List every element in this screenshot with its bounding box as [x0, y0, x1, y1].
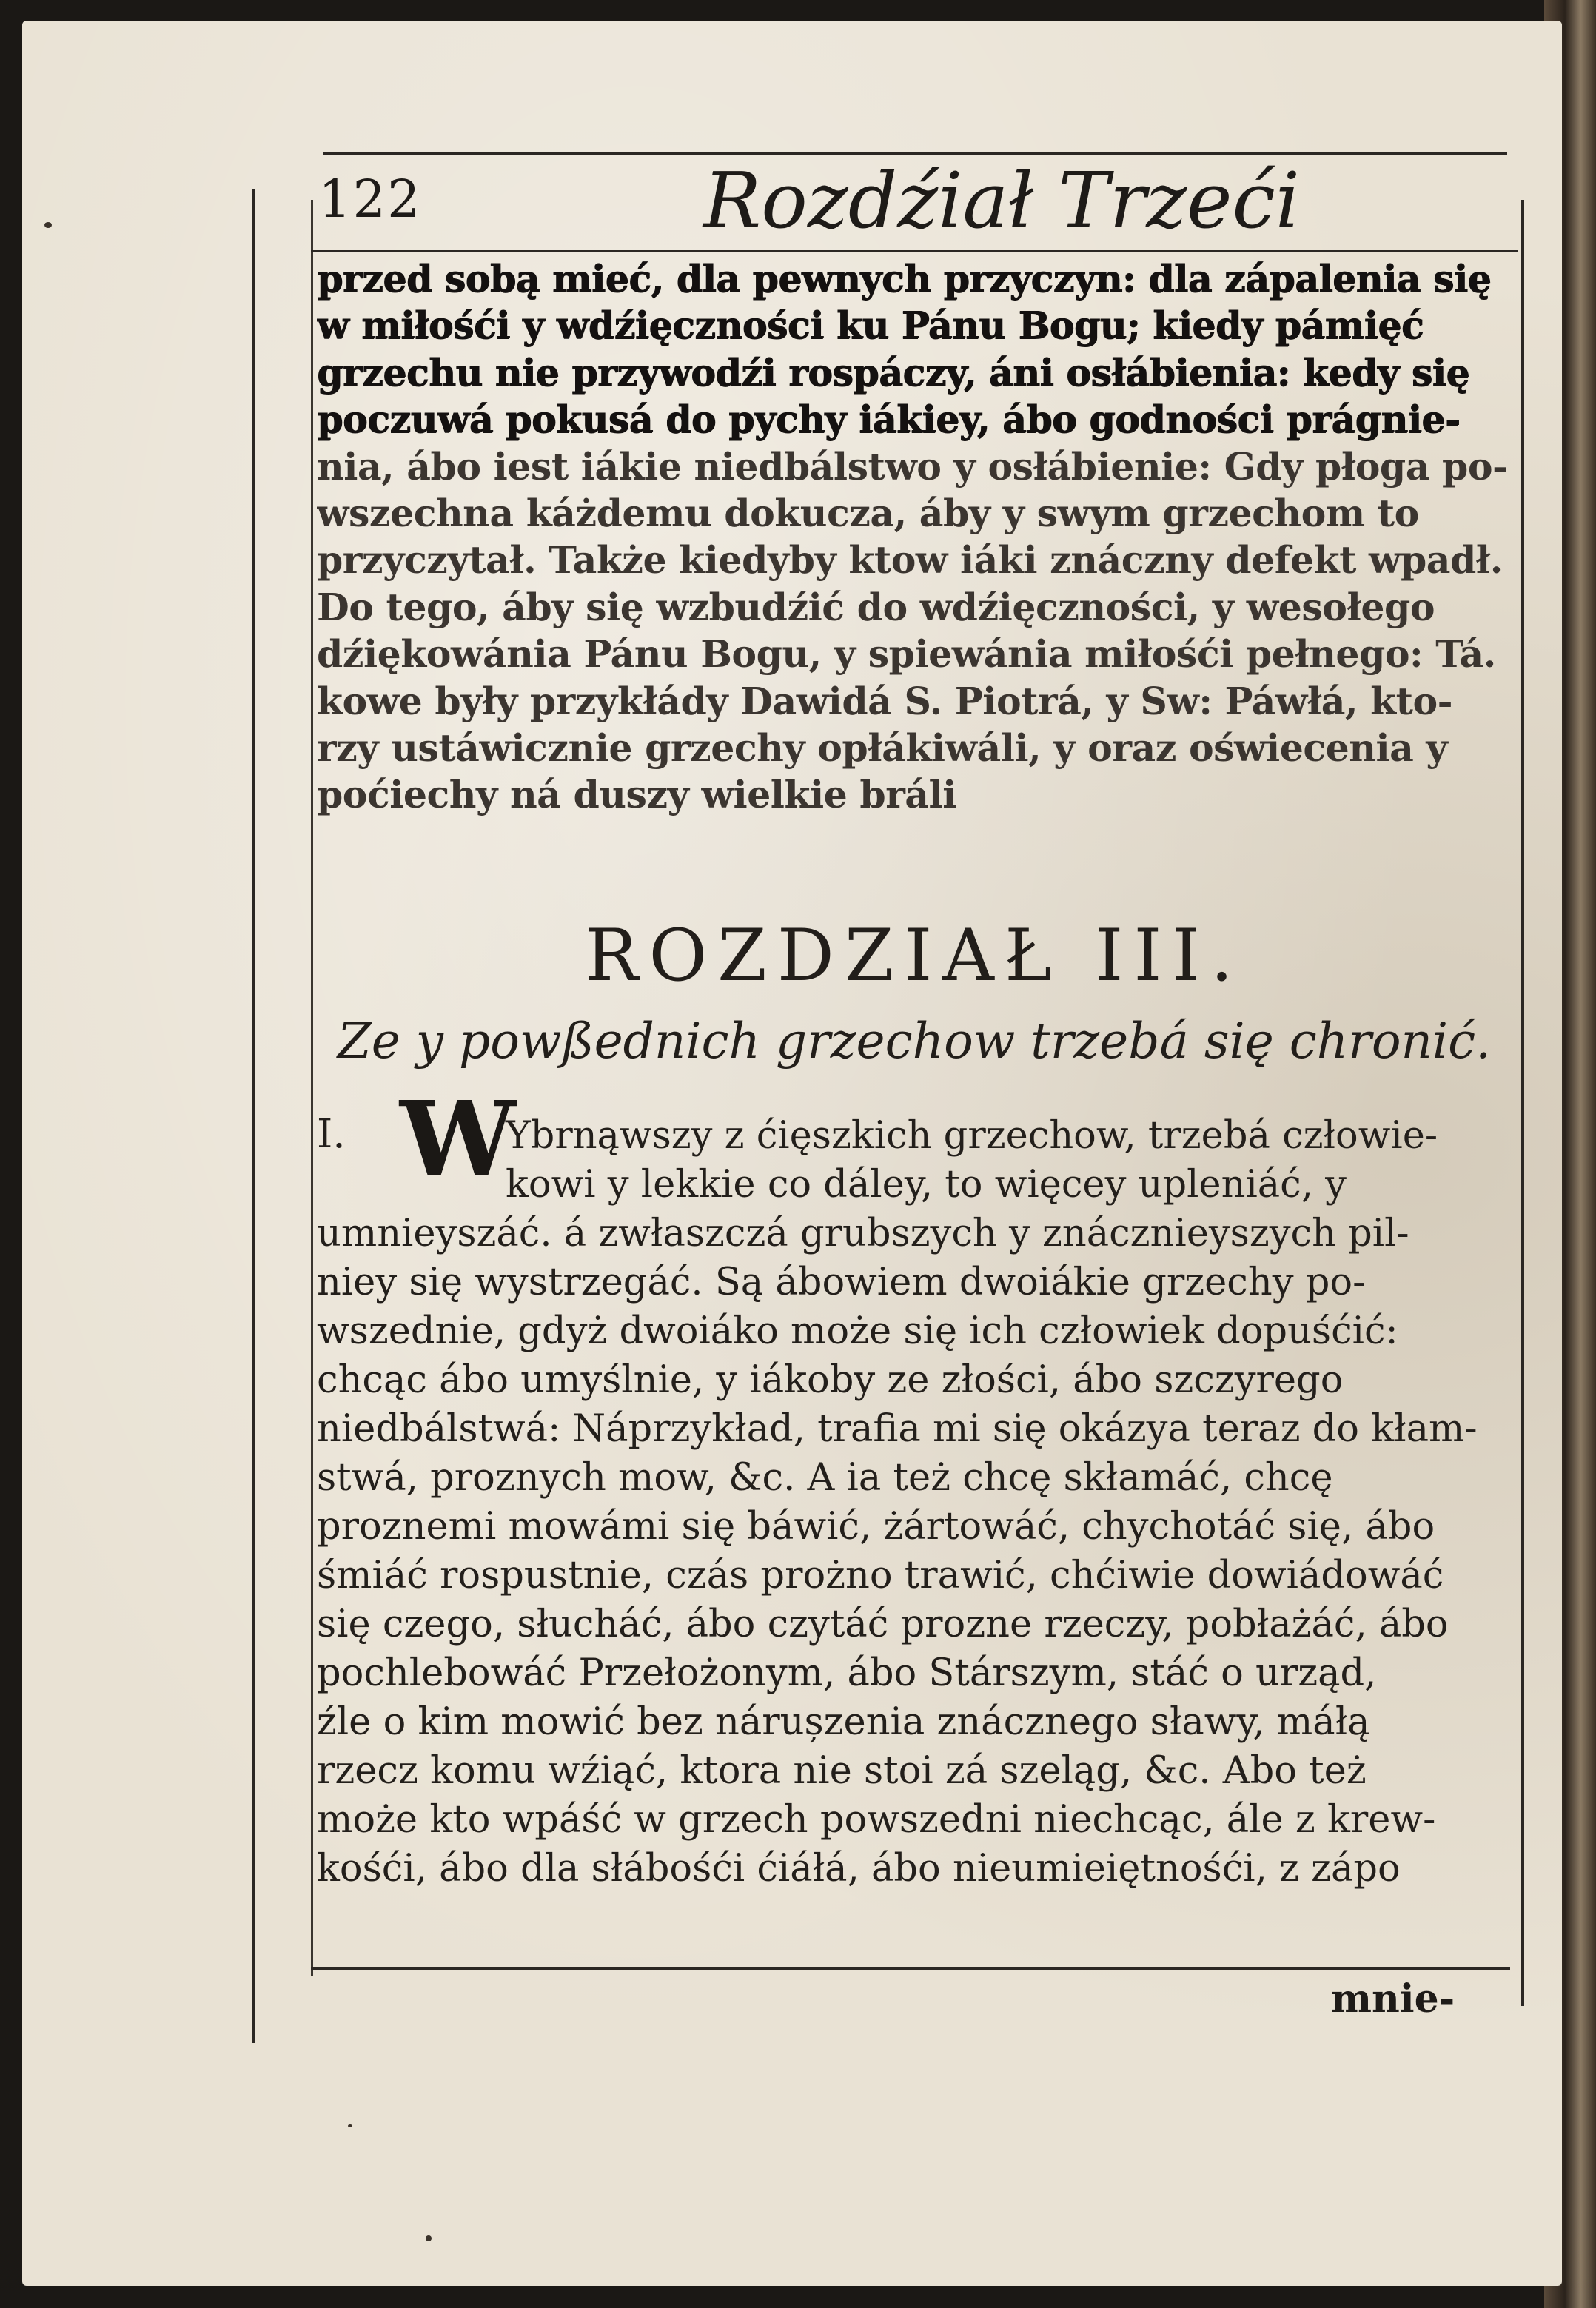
text-line: chcąc ábo umyślnie, y iákoby ze złości, ábo szczyrego	[317, 1358, 1344, 1402]
text-line: kowi y lekkie co dáley, to więcey upleniáć, y	[506, 1163, 1347, 1207]
text-line: dźiękowánia Pánu Bogu, y spiewánia miłośći pełnego: Tá.	[317, 632, 1496, 677]
text-line: poczuwá pokusá do pychy iákiey, ábo godności prágnie-	[317, 397, 1461, 442]
text-line: niey się wystrzegáć. Są ábowiem dwoiákie grzechy po-	[317, 1261, 1366, 1304]
text-line: wszednie, gdyż dwoiáko może się ich człowiek dopuśćić:	[317, 1309, 1398, 1353]
text-line: niedbálstwá: Náprzykład, trafia mi się okázya teraz do kłam-	[317, 1407, 1478, 1451]
text-line: śmiáć rospustnie, czás prożno trawić, chćiwie dowiádowáć	[317, 1554, 1444, 1597]
previous-chapter-text	[317, 255, 1520, 819]
text-line: rzy ustáwicznie grzechy opłákiwáli, y oraz oświecenia y	[317, 725, 1448, 770]
text-line: pochlebowáć Przełożonym, ábo Stárszym, stáć o urząd,	[317, 1651, 1377, 1695]
drop-cap: W	[400, 1079, 517, 1201]
paper-speck	[44, 222, 52, 228]
frame-left-rule	[252, 189, 255, 2043]
text-line: proznemi mowámi się báwić, żártowáć, chychotáć się, ábo	[317, 1505, 1435, 1549]
text-line: przyczytał. Także kiedyby ktow iáki znáczny defekt wpadł.	[317, 538, 1503, 583]
text-line: poćiechy ná duszy wielkie bráli	[317, 773, 956, 817]
text-line: źle o kim mowić bez nárușzenia znácznego sławy, máłą	[317, 1700, 1370, 1744]
running-title: Rozdźiał Trzeći	[703, 155, 1301, 246]
paper-speck	[348, 2124, 352, 2127]
frame-right-rule	[1521, 200, 1524, 2006]
frame-left-inner-rule	[311, 200, 313, 1976]
running-head	[311, 148, 1518, 252]
text-line: rzecz komu wźiąć, ktora nie stoi zá szeląg, &c. Abo też	[317, 1749, 1367, 1793]
paragraph-number: I.	[317, 1110, 346, 1157]
text-line: Do tego, áby się wzbudźić do wdźięczności, y wesołego	[317, 585, 1435, 629]
page-number: 122	[318, 169, 422, 229]
text-line: nia, ábo iest iákie niedbálstwo y osłábienie: Gdy płoga po-	[317, 444, 1508, 489]
text-line: przed sobą mieć, dla pewnych przyczyn: dla zápalenia się	[317, 257, 1491, 301]
text-line: kośći, ábo dla słábośći ćiáłá, ábo nieumieiętnośći, z zápo	[317, 1847, 1401, 1891]
text-line: wszechna káżdemu dokucza, áby y swym grzechom to	[317, 491, 1419, 535]
chapter-subtitle: Ze y powßednich grzechow trzebá się chronić.	[337, 1013, 1492, 1070]
text-line: Ybrnąwszy z ćięszkich grzechow, trzebá człowie-	[506, 1114, 1438, 1158]
text-line: umnieyszáć. á zwłaszczá grubszych y znácznieyszych pil-	[317, 1212, 1409, 1255]
text-line: stwá, proznych mow, &c. A ia też chcę skłamáć, chcę	[317, 1456, 1333, 1500]
text-line: może kto wpáść w grzech powszedni niechcąc, ále z krew-	[317, 1798, 1436, 1842]
text-line: w miłośći y wdźięczności ku Pánu Bogu; kiedy pámięć	[317, 303, 1424, 348]
text-line: kowe były przykłády Dawidá S. Piotrá, y Sw: Páwłá, kto-	[317, 679, 1453, 723]
paper-speck	[426, 2235, 432, 2241]
text-line: się czego, słucháć, ábo czytáć prozne rzeczy, pobłażáć, ábo	[317, 1603, 1449, 1646]
paragraph-body	[317, 1112, 1520, 1893]
frame-bottom-rule	[311, 1967, 1510, 1970]
chapter-heading: ROZDZIAŁ III.	[585, 914, 1244, 997]
catchword: mnie-	[1331, 1976, 1455, 2022]
text-line: grzechu nie przywodźi rospáczy, áni osłábienia: kedy się	[317, 350, 1469, 395]
